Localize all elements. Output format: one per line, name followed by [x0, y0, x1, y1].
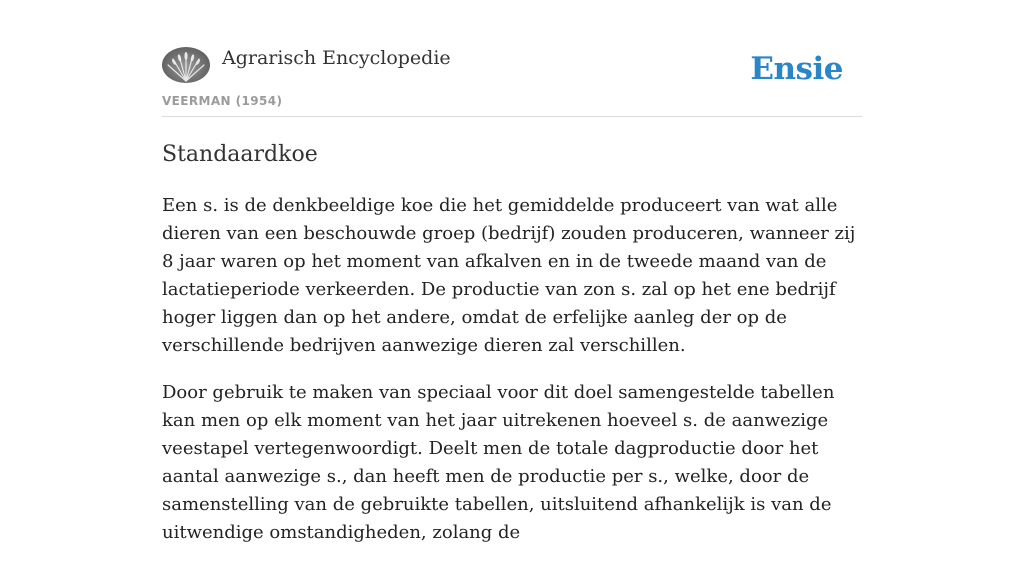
paragraph: Een s. is de denkbeeldige koe die het gemiddelde produceert van wat alle dieren van een beschouwde groep (bedrijf) zouden produceren, wanneer zij 8 jaar waren op het moment van afkalven en in de tweede maand van de lactatieperiode verkeerden. De productie van zon s. zal op het ene bedrijf hoger liggen dan op het andere, omdat de erfelijke aanleg der op de verschillende bedrijven aanwezige dieren zal verschillen.: [162, 195, 856, 356]
paragraph: Door gebruik te maken van speciaal voor dit doel samengestelde tabellen kan men op elk moment van het jaar uitrekenen hoeveel s. de aanwezige veestapel vertegenwoordigt. Deelt men de totale dagproductie door het aantal aanwezige s., dan heeft men de productie per s., welke, door de samenstelling van de gebruikte tabellen, uitsluitend afhankelijk is van de uitwendige omstandigheden, zolang de: [162, 382, 835, 543]
header: [162, 0, 862, 117]
entry-body: [162, 192, 862, 566]
brand-logo[interactable]: Ensie: [750, 51, 843, 87]
author-label: VEERMAN (1954): [162, 94, 283, 108]
wheat-sheaf-icon[interactable]: [162, 47, 210, 83]
page: [162, 0, 862, 543]
book-title[interactable]: Agrarisch Encyclopedie: [222, 47, 451, 69]
page-title: Standaardkoe: [162, 142, 318, 167]
